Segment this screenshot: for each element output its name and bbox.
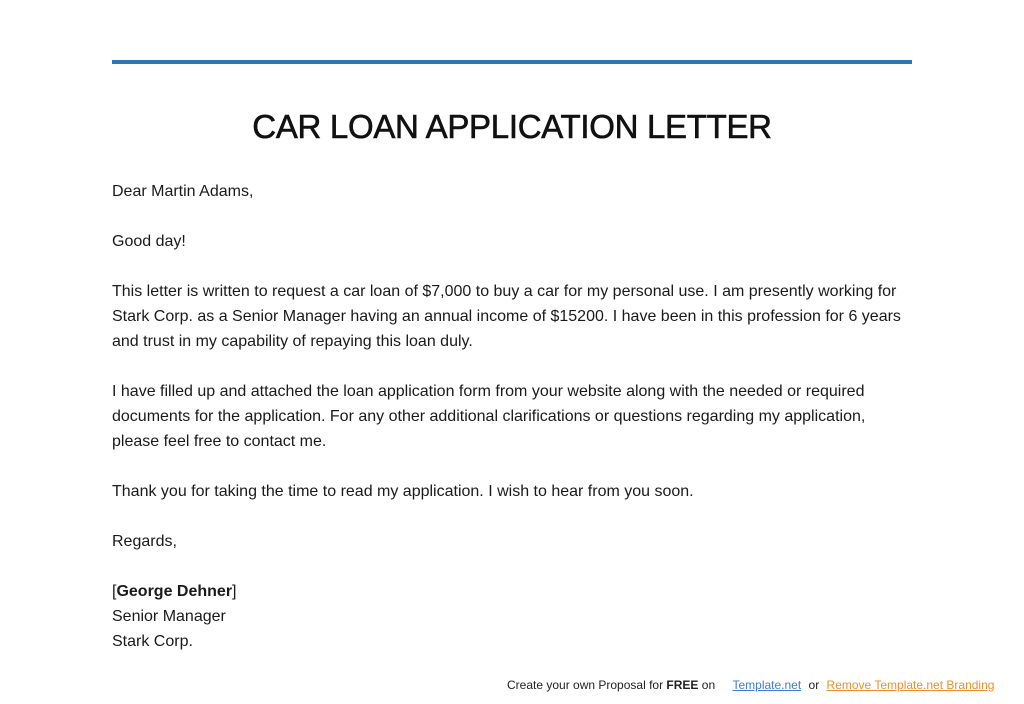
letter-body — [112, 179, 912, 654]
signature-name: George Dehner — [116, 583, 233, 600]
greeting: Good day! — [112, 233, 186, 250]
bracket: ] — [232, 583, 237, 600]
footer-text: Create your own Proposal for — [507, 678, 667, 692]
signature-name-line — [112, 579, 912, 604]
signature-company: Stark Corp. — [112, 633, 193, 650]
paragraph: I have filled up and attached the loan application form from your website along with the needed or required documents for the application. For any other additional clarifications or questions regarding my application, please feel free to contact me. — [112, 383, 866, 450]
footer-or: or — [808, 678, 820, 692]
closing: Regards, — [112, 533, 177, 550]
letter-title: CAR LOAN APPLICATION LETTER — [252, 108, 772, 145]
paragraph: This letter is written to request a car loan of $7,000 to buy a car for my personal use. I am presently working for Stark Corp. as a Senior Manager having an annual income of $15200. I have been in this profession for 6 years and trust in my capability of repaying this loan duly. — [112, 283, 901, 350]
signature-position: Senior Manager — [112, 608, 226, 625]
footer-on: on — [698, 678, 716, 692]
bracket: [ — [112, 583, 117, 600]
accent-bar — [112, 60, 912, 64]
footer-free: FREE — [666, 678, 699, 692]
template-net-link[interactable]: Template.net — [732, 678, 802, 692]
paragraph: Thank you for taking the time to read my application. I wish to hear from you soon. — [112, 483, 694, 500]
remove-branding-link[interactable]: Remove Template.net Branding — [826, 678, 995, 692]
salutation: Dear Martin Adams, — [112, 183, 254, 200]
branding-footer — [507, 678, 994, 692]
